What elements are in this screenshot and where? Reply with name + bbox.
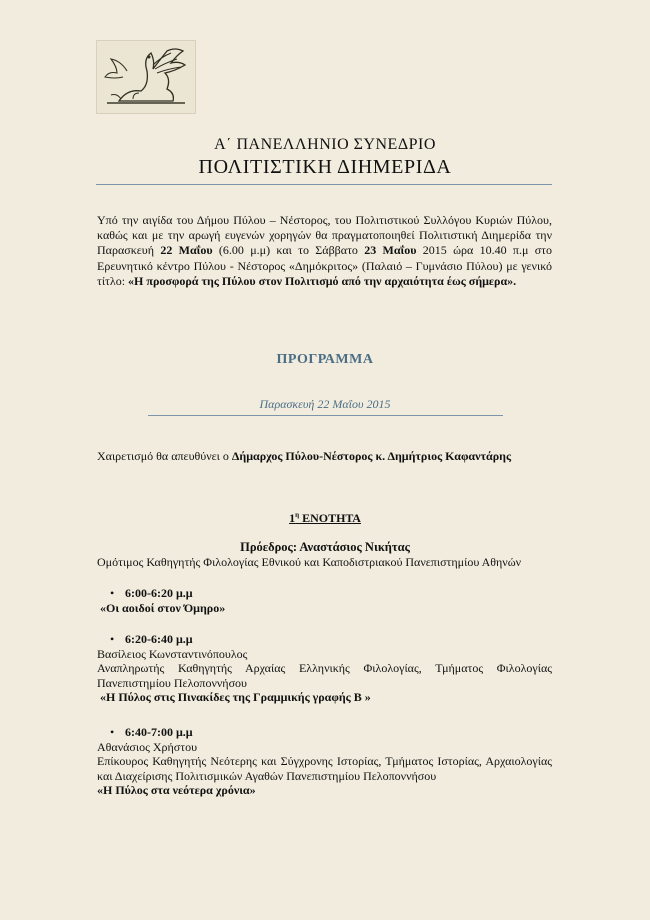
session-chair: Πρόεδρος: Αναστάσιος Νικήτας — [240, 540, 410, 554]
conference-title: Α΄ ΠΑΝΕΛΛΗΝΙΟ ΣΥΝΕΔΡΙΟ — [214, 136, 436, 153]
talk-title: «Η Πύλος στα νεότερα χρόνια» — [97, 783, 256, 798]
intro-date1: 22 Μαΐου — [160, 243, 213, 258]
intro-theme: «Η προσφορά της Πύλου στον Πολιτισμό από την αρχαιότητα έως σήμερα». — [128, 273, 517, 288]
talk-title: «Οι αοιδοί στον Όμηρο» — [100, 600, 226, 615]
talk-3 — [97, 725, 552, 798]
title-divider — [96, 184, 552, 185]
griffin-emblem-icon — [96, 40, 196, 114]
date-divider — [148, 415, 503, 416]
talk-speaker: Αθανάσιος Χρήστου — [97, 739, 198, 754]
talk-time: • 6:00-6:20 μ.μ — [110, 586, 193, 600]
talk-speaker: Βασίλειος Κωνσταντινόπουλος — [97, 646, 248, 661]
talk-1 — [97, 586, 552, 615]
greeting-paragraph: Χαιρετισμό θα απευθύνει ο Δήμαρχος Πύλου-Νέστορος κ. Δημήτριος Καφαντάρης — [97, 449, 512, 463]
section-heading: $1^\eta$ ΕΝΟΤΗΤΑ — [289, 511, 361, 525]
talk-time: • 6:20-6:40 μ.μ — [110, 632, 193, 646]
event-title: ΠΟΛΙΤΙΣΤΙΚΗ ΔΙΗΜΕΡΙΔΑ — [198, 156, 452, 178]
programme-heading: ΠΡΟΓΡΑΜΜΑ — [276, 352, 374, 367]
talk-title: «Η Πύλος στις Πινακίδες της Γραμμικής γραφής Β » — [100, 690, 371, 705]
bullet-icon: • — [110, 725, 115, 739]
talk-time: • 6:40-7:00 μ.μ — [110, 725, 193, 739]
talk-2 — [97, 632, 552, 705]
intro-paragraph: Υπό την αιγίδα του Δήμου Πύλου – Νέστορος, του Πολιτιστικού Συλλόγου Κυριών Πύλου, καθώς και με την αρωγή ευγενών χορηγών θα πραγματοποιηθεί Πολιτιστική Διημερίδα την Παρασκευή 22 Μαΐου (6.00 μ.μ) και το Σάββατο 23 Μαΐου 2015 ώρα 10.40 π.μ στο Ερευνητικό κέντρο Πύλου - Νέστορος «Δημόκριτος» (Παλαιό – Γυμνάσιο Πύλου) με γενικό τίτλο: «Η προσφορά της Πύλου στον Πολιτισμό από την αρχαιότητα έως σήμερα». — [97, 213, 553, 288]
chair-title: Ομότιμος Καθηγητής Φιλολογίας Εθνικού και Καποδιστριακού Πανεπιστημίου Αθηνών — [97, 555, 522, 569]
bullet-icon: • — [110, 632, 115, 646]
talk-affiliation: Αναπληρωτής Καθηγητής Αρχαίας Ελληνικής Φιλολογίας, Τμήματος Φιλολογίας Πανεπιστημίου Πελοποννήσου — [97, 661, 552, 690]
bullet-icon: • — [110, 586, 115, 600]
intro-date2: 23 Μαΐου — [364, 243, 417, 258]
greeting-speaker: Δήμαρχος Πύλου-Νέστορος κ. Δημήτριος Καφαντάρης — [231, 449, 512, 463]
talk-affiliation: Επίκουρος Καθηγητής Νεότερης και Σύγχρονης Ιστορίας, Τμήματος Ιστορίας, Αρχαιολογίας και Διαχείρισης Πολιτισμικών Αγαθών Πανεπιστημίου Πελοποννήσου — [97, 754, 552, 783]
programme-date: Παρασκευή 22 Μαΐου 2015 — [259, 397, 391, 411]
